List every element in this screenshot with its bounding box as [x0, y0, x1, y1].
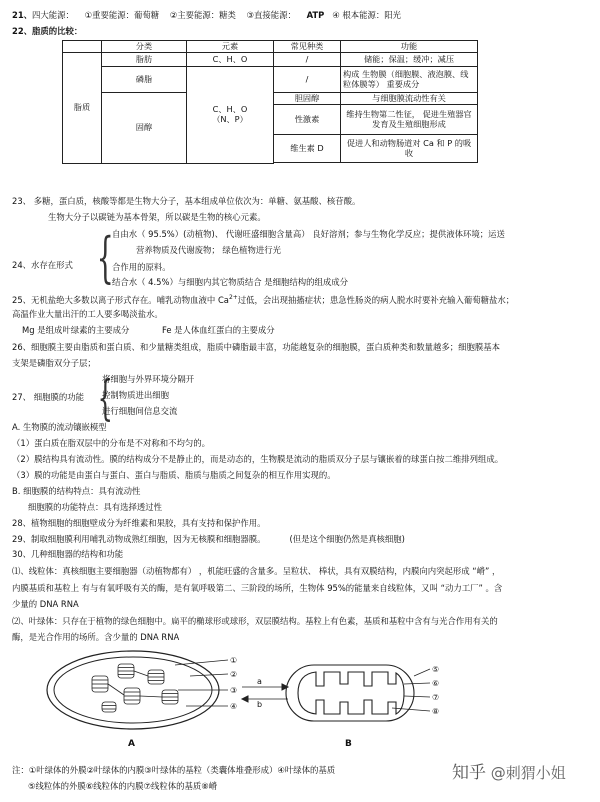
line-24-free2: 营养物质及代谢废物； 绿色植物进行光	[136, 245, 282, 255]
membrane-function-2: 控制物质进出细胞	[102, 390, 169, 400]
header-function: 功能	[341, 41, 478, 53]
line-30-c2: 酶，是光合作用的场所。含少量的 DNA RNA	[12, 632, 180, 642]
label-1: ①	[230, 656, 238, 665]
line-24-bound: 结合水（ 4.5%）与细胞内其它物质结合 是细胞结构的组成成分	[112, 277, 348, 287]
fat-element: C、H、O	[187, 53, 274, 67]
author-handle: @刺猬小姐	[490, 764, 566, 782]
header-kind: 常见种类	[274, 41, 341, 53]
brace-24: {	[96, 226, 114, 289]
line-24-label: 24、水存在形式	[12, 260, 73, 270]
line-27-a3: （3）膜的功能是由蛋白与蛋白、蛋白与脂质、脂质与脂质之间复杂的相互作用实现的。	[12, 470, 336, 480]
line-25b: 高温作业大量出汗的工人要多喝淡盐水。	[12, 309, 163, 319]
sterol-func-3: 促进人和动物肠道对 Ca 和 P 的吸收	[341, 135, 478, 163]
lipid-group: 脂质	[63, 53, 102, 164]
line-30-title: 30、几种细胞器的结构和功能	[12, 549, 124, 559]
brace-27: {	[97, 370, 113, 426]
sterol-kind-1: 胆固醇	[274, 93, 341, 105]
phos-name: 磷脂	[102, 67, 187, 93]
phos-element: /	[274, 67, 341, 93]
line-26a: 26、细胞膜主要由脂质和蛋白质、和少量糖类组成，脂质中磷脂最丰富，功能越复杂的细胞膜，蛋白质种类和数量越多；细胞膜基本	[12, 342, 501, 352]
phos-function: 构成 生物膜（细胞膜、液泡膜、线粒体膜等） 重要成分	[341, 67, 478, 93]
line-30-m3: 少量的 DNA RNA	[12, 599, 79, 609]
membrane-function-1: 将细胞与外界环境分隔开	[102, 374, 195, 384]
label-3: ③	[230, 686, 238, 695]
lipid-table	[62, 40, 478, 164]
line-26b: 支架是磷脂双分子层；	[12, 358, 96, 368]
label-2: ②	[230, 670, 238, 679]
line-30-c1: ⑵、叶绿体：只存在于植物的绿色细胞中。扁平的椭球形或球形，双层膜结构。基粒上有色素，基质和基粒中含有与光合作用有关的	[12, 616, 498, 626]
sterol-func-1: 与细胞膜流动性有关	[341, 93, 478, 105]
line-23b: 生物大分子以碳链为基本骨架，所以碳是生物的核心元素。	[48, 212, 266, 222]
arrow-label-b: b	[257, 700, 263, 709]
line-27-b: B. 细胞膜的结构特点：具有流动性	[12, 486, 141, 496]
line-22-title: 22、脂质的比较：	[12, 26, 83, 36]
line-21: 21、四大能源： ①重要能源：葡萄糖 ②主要能源：糖类 ③直接能源： ATP ④ 根本能源：阳光	[12, 10, 402, 20]
fat-kind: /	[274, 53, 341, 67]
sterol-kind-3: 维生素 D	[274, 135, 341, 163]
note-line-1: 注：①叶绿体的外膜②叶绿体的内膜③叶绿体的基粒（类囊体堆叠形成）④叶绿体的基质	[12, 765, 336, 775]
line-27-b1: 细胞膜的功能特点：具有选择透过性	[28, 502, 162, 512]
line-24-free: 自由水（ 95.5%）(动植物)、 代谢旺盛细胞含量高） 良好溶剂；参与生物化学反应；提供液体环境；运送	[112, 229, 505, 239]
line-24-free3: 合作用的原料。	[112, 262, 171, 272]
line-25-mg: Mg 是组成叶绿素的主要成分	[22, 325, 130, 335]
chloroplast-diagram	[47, 651, 228, 729]
sterol-func-2: 维持生物第二性征， 促进生殖器官发育及生殖细胞形成	[341, 105, 478, 135]
mitochondrion-diagram	[286, 665, 430, 721]
membrane-function-3: 进行细胞间信息交流	[102, 406, 178, 416]
header-category: 分类	[102, 41, 187, 53]
line-27-a1: （1）蛋白质在脂双层中的分布是不对称和不均匀的。	[12, 438, 210, 448]
sterol-element: C、H、O （N、P）	[187, 67, 274, 164]
sterol-name: 固醇	[102, 93, 187, 164]
label-6: ⑥	[432, 679, 440, 688]
watermark	[452, 763, 566, 784]
label-7: ⑦	[432, 693, 440, 702]
line-30-m2: 内膜基质和基粒上 有与有氧呼吸有关的酶，是有氧呼吸第二、三阶段的场所，生物体 95%的能量来自线粒体，又叫 “动力工厂” 。含	[12, 583, 503, 593]
line-28: 28、植物细胞的细胞壁成分为纤维素和果胶，具有支持和保护作用。	[12, 518, 266, 528]
label-A: A	[128, 739, 135, 749]
note-line-2: ⑤线粒体的外膜⑥线粒体的内膜⑦线粒体的基质⑧嵴	[28, 781, 218, 791]
line-25-fe: Fe 是人体血红蛋白的主要成分	[162, 325, 275, 335]
fat-name: 脂肪	[102, 53, 187, 67]
header-element: 元素	[187, 41, 274, 53]
sterol-kind-2: 性激素	[274, 105, 341, 135]
arrow-label-a: a	[257, 677, 262, 686]
zhihu-logo: 知乎	[452, 763, 486, 783]
label-5: ⑤	[432, 665, 440, 674]
label-8: ⑧	[432, 707, 440, 716]
line-27-a: A. 生物膜的流动镶嵌模型	[12, 422, 107, 432]
line-30-m1: ⑴、线粒体：真核细胞主要细胞器（动植物都有） ，机能旺盛的含量多。呈粒状、 棒状，具有双膜结构，内膜向内突起形成 “嵴” ，	[12, 566, 501, 576]
line-25a: 25、无机盐绝大多数以离子形式存在。哺乳动物血液中 $Ca^{2+}$过低，会出现抽搐症状；患急性肠炎的病人脱水时要补充输入葡萄糖盐水；	[12, 294, 515, 305]
line-23a: 23、 多糖，蛋白质，核酸等都是生物大分子，基本组成单位依次为：单糖、氨基酸、核苷酸。	[12, 196, 361, 206]
fat-function: 储能；保温；缓冲；减压	[341, 53, 478, 67]
conversion-arrows	[242, 684, 288, 702]
organelle-figure	[0, 640, 600, 762]
line-27-label: 27、 细胞膜的功能	[12, 392, 84, 402]
label-B: B	[345, 739, 352, 749]
line-27-a2: （2）膜结构具有流动性。膜的结构成分不是静止的，而是动态的，生物膜是流动的脂质双分子层与镶嵌着的球蛋白按二维排列组成。	[12, 454, 504, 464]
line-29: 29、制取细胞膜利用哺乳动物成熟红细胞，因为无核膜和细胞器膜。 (但是这个细胞仍然是真核细胞)	[12, 534, 405, 544]
label-4: ④	[230, 702, 238, 711]
